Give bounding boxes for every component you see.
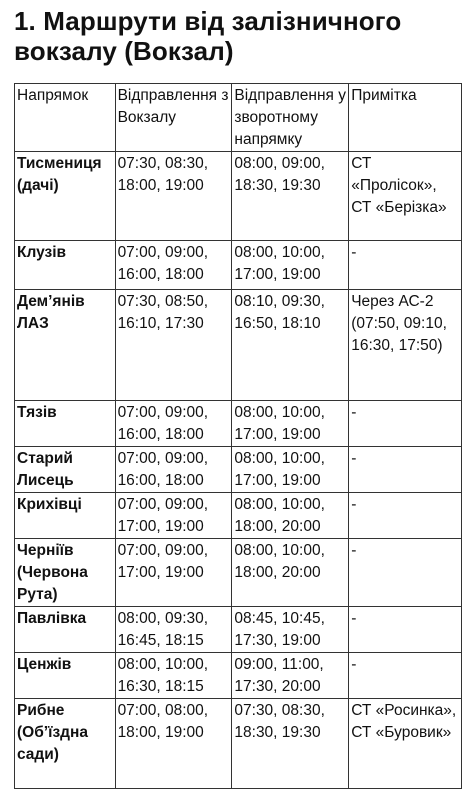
departure-times: 07:00, 09:00, 16:00, 18:00 [115, 447, 232, 493]
return-times: 08:00, 10:00, 17:00, 19:00 [232, 447, 349, 493]
table-row [15, 653, 462, 699]
route-note: СТ «Росинка», СТ «Буровик» [349, 699, 462, 789]
table-row [15, 493, 462, 539]
route-direction: Старий Лисець [15, 447, 116, 493]
table-row [15, 290, 462, 401]
route-direction: Крихівці [15, 493, 116, 539]
route-direction: Тязів [15, 401, 116, 447]
table-row [15, 607, 462, 653]
route-direction: Клузів [15, 241, 116, 290]
route-note: - [349, 493, 462, 539]
route-note: - [349, 539, 462, 607]
return-times: 09:00, 11:00, 17:30, 20:00 [232, 653, 349, 699]
header-direction: Напрямок [15, 84, 116, 152]
route-direction: Дем’янів ЛАЗ [15, 290, 116, 401]
departure-times: 07:30, 08:50, 16:10, 17:30 [115, 290, 232, 401]
routes-table [14, 83, 462, 789]
departure-times: 07:00, 09:00, 16:00, 18:00 [115, 401, 232, 447]
route-direction: Ценжів [15, 653, 116, 699]
route-note: Через АС-2 (07:50, 09:10, 16:30, 17:50) [349, 290, 462, 401]
departure-times: 08:00, 09:30, 16:45, 18:15 [115, 607, 232, 653]
departure-times: 07:00, 09:00, 16:00, 18:00 [115, 241, 232, 290]
table-row [15, 241, 462, 290]
departure-times: 07:00, 09:00, 17:00, 19:00 [115, 493, 232, 539]
route-direction: Павлівка [15, 607, 116, 653]
table-row [15, 539, 462, 607]
departure-times: 07:00, 09:00, 17:00, 19:00 [115, 539, 232, 607]
return-times: 08:45, 10:45, 17:30, 19:00 [232, 607, 349, 653]
route-direction: Черніїв (Червона Рута) [15, 539, 116, 607]
table-row [15, 447, 462, 493]
route-note: - [349, 607, 462, 653]
route-note: - [349, 241, 462, 290]
return-times: 08:10, 09:30, 16:50, 18:10 [232, 290, 349, 401]
route-direction: Тисмениця (дачі) [15, 152, 116, 241]
table-row [15, 699, 462, 789]
table-row [15, 152, 462, 241]
route-note: - [349, 401, 462, 447]
departure-times: 07:00, 08:00, 18:00, 19:00 [115, 699, 232, 789]
return-times: 08:00, 10:00, 17:00, 19:00 [232, 401, 349, 447]
table-row [15, 401, 462, 447]
departure-times: 08:00, 10:00, 16:30, 18:15 [115, 653, 232, 699]
header-departure-return: Відправлення у зворотному напрямку [232, 84, 349, 152]
route-note: - [349, 653, 462, 699]
route-note: - [349, 447, 462, 493]
route-note: СТ «Пролісок», СТ «Берізка» [349, 152, 462, 241]
return-times: 07:30, 08:30, 18:30, 19:30 [232, 699, 349, 789]
header-row [15, 84, 462, 152]
return-times: 08:00, 10:00, 18:00, 20:00 [232, 493, 349, 539]
return-times: 08:00, 10:00, 17:00, 19:00 [232, 241, 349, 290]
return-times: 08:00, 10:00, 18:00, 20:00 [232, 539, 349, 607]
page-title: 1. Маршрути від залізничного вокзалу (Вокзал) [14, 6, 402, 66]
route-direction: Рибне (Об’їздна сади) [15, 699, 116, 789]
header-note: Примітка [349, 84, 462, 152]
header-departure-from-station: Відправлення з Вокзалу [115, 84, 232, 152]
return-times: 08:00, 09:00, 18:30, 19:30 [232, 152, 349, 241]
departure-times: 07:30, 08:30, 18:00, 19:00 [115, 152, 232, 241]
